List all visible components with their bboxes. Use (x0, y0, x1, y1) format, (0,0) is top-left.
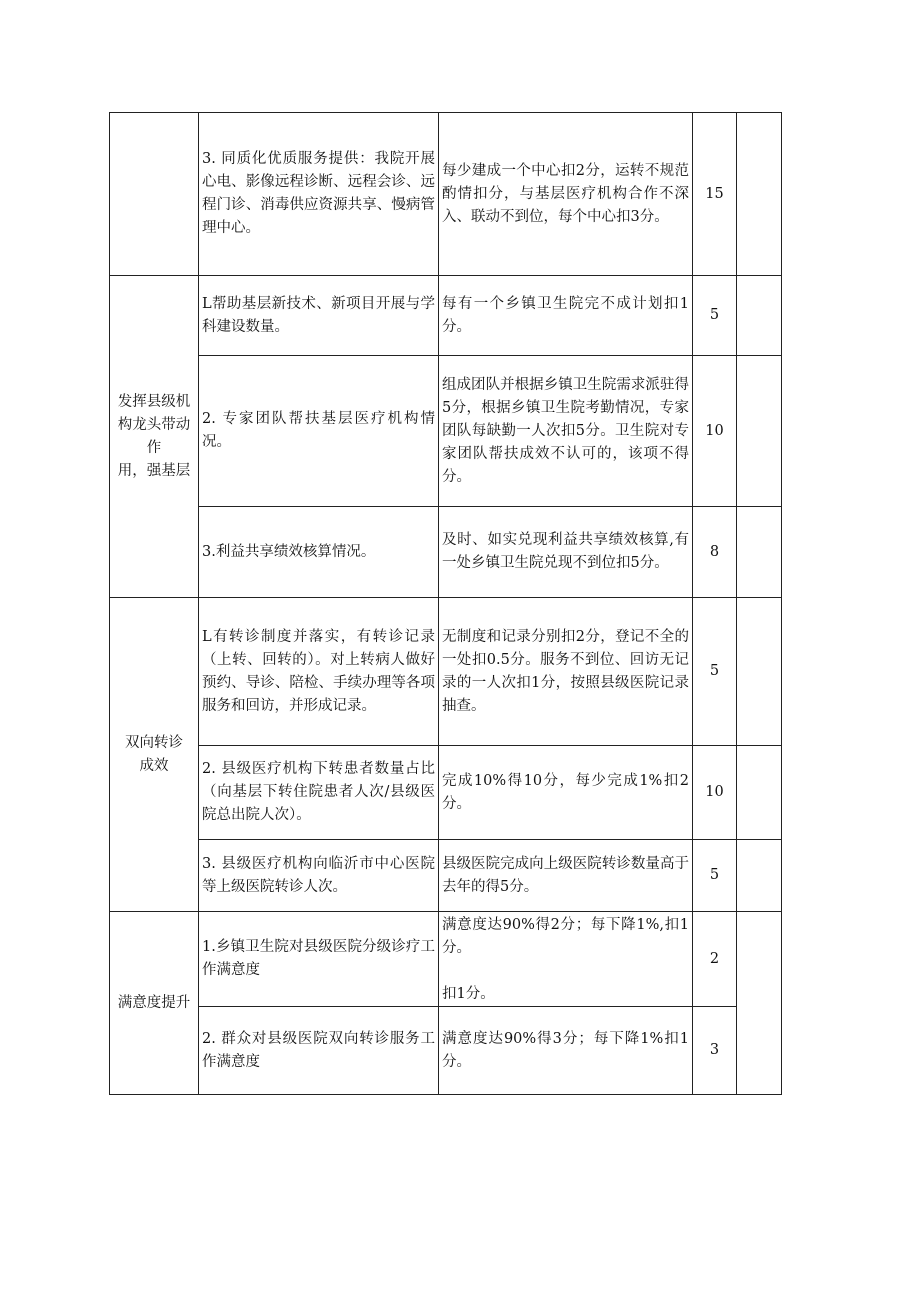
score-cell: 5 (693, 840, 737, 912)
item-cell: 2. 专家团队帮扶基层医疗机构情况。 (199, 356, 439, 507)
remark-cell (737, 356, 782, 507)
rule-cell: 完成10%得10分，每少完成1%扣2分。 (439, 746, 693, 840)
rule-cell: 每有一个乡镇卫生院完不成计划扣1分。 (439, 276, 693, 356)
rule-cell: 满意度达90%得3分；每下降1%扣1分。 (439, 1007, 693, 1095)
remark-cell (737, 598, 782, 746)
table-row (110, 840, 782, 912)
item-cell: L有转诊制度并落实，有转诊记录（上转、回转的）。对上转病人做好预约、导诊、陪检、手续办理等各项服务和回访，并形成记录。 (199, 598, 439, 746)
remark-cell (737, 746, 782, 840)
table-row (110, 276, 782, 356)
remark-cell (737, 113, 782, 276)
rule-cell: 县级医院完成向上级医院转诊数量高于去年的得5分。 (439, 840, 693, 912)
scoring-table (109, 112, 782, 1095)
item-cell: 3. 同质化优质服务提供：我院开展心电、影像远程诊断、远程会诊、远程门诊、消毒供应资源共享、慢病管理中心。 (199, 113, 439, 276)
table-row (110, 507, 782, 598)
score-cell: 2 (693, 912, 737, 1007)
table-row (110, 356, 782, 507)
remark-cell (737, 840, 782, 912)
remark-cell (737, 507, 782, 598)
item-cell: 3.利益共享绩效核算情况。 (199, 507, 439, 598)
score-cell: 5 (693, 276, 737, 356)
rule-cell: 满意度达90%得2分；每下降1%,扣1分。 扣1分。 (439, 912, 693, 1007)
score-cell: 3 (693, 1007, 737, 1095)
rule-cell: 组成团队并根据乡镇卫生院需求派驻得5分，根据乡镇卫生院考勤情况，专家团队每缺勤一人次扣5分。卫生院对专家团队帮扶成效不认可的，该项不得分。 (439, 356, 693, 507)
category-cell: 发挥县级机构龙头带动作 用，强基层 (110, 276, 199, 598)
table-row (110, 598, 782, 746)
item-cell: 1.乡镇卫生院对县级医院分级诊疗工作满意度 (199, 912, 439, 1007)
rule-cell: 每少建成一个中心扣2分，运转不规范酌情扣分，与基层医疗机构合作不深入、联动不到位，每个中心扣3分。 (439, 113, 693, 276)
item-cell: L帮助基层新技术、新项目开展与学科建设数量。 (199, 276, 439, 356)
table-row (110, 113, 782, 276)
score-cell: 10 (693, 746, 737, 840)
score-cell: 10 (693, 356, 737, 507)
item-cell: 2. 县级医疗机构下转患者数量占比（向基层下转住院患者人次/县级医院总出院人次）。 (199, 746, 439, 840)
item-cell: 2. 群众对县级医院双向转诊服务工作满意度 (199, 1007, 439, 1095)
rule-cell: 无制度和记录分别扣2分，登记不全的一处扣0.5分。服务不到位、回访无记录的一人次扣1分，按照县级医院记录抽查。 (439, 598, 693, 746)
remark-cell (737, 912, 782, 1095)
remark-cell (737, 276, 782, 356)
rule-cell: 及时、如实兑现利益共享绩效核算,有一处乡镇卫生院兑现不到位扣5分。 (439, 507, 693, 598)
category-cell-empty (110, 113, 199, 276)
table-row (110, 912, 782, 1007)
score-cell: 8 (693, 507, 737, 598)
category-cell: 双向转诊 成效 (110, 598, 199, 912)
table-row (110, 1007, 782, 1095)
category-cell: 满意度提升 (110, 912, 199, 1095)
score-cell: 15 (693, 113, 737, 276)
item-cell: 3. 县级医疗机构向临沂市中心医院等上级医院转诊人次。 (199, 840, 439, 912)
score-cell: 5 (693, 598, 737, 746)
table-row (110, 746, 782, 840)
